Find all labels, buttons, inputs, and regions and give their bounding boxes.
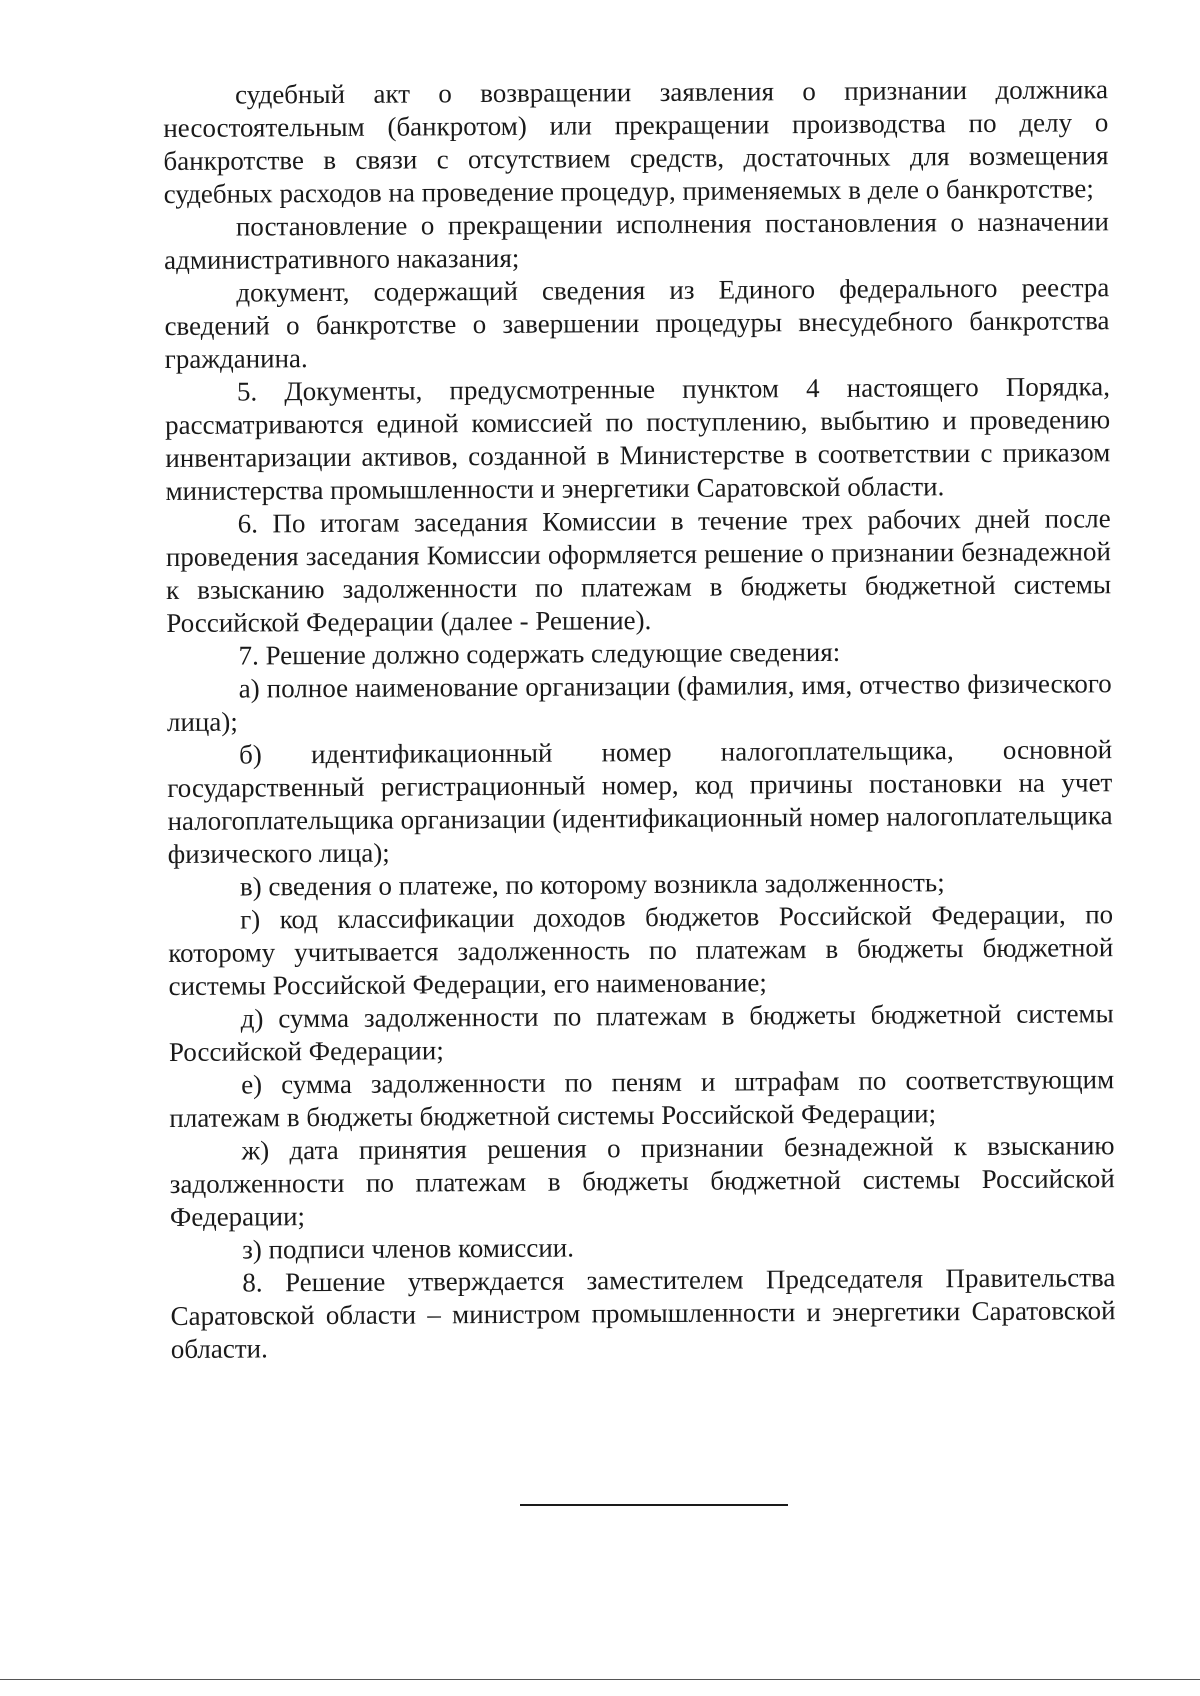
scan-bottom-edge <box>0 1679 1200 1680</box>
paragraph-court-act: судебный акт о возвращении заявления о признании должника несостоятельным (банкротом) или прекращении производства по делу о банкротстве в связи с отсутствием средств, достаточных для возмещения судебных расходов на проведение процедур, применяемых в деле о банкротстве; <box>163 74 1109 209</box>
paragraph-item-7g: г) код классификации доходов бюджетов Российской Федерации, по которому учитывается задолженность по платежам в бюджеты бюджетной системы Российской Федерации, его наименование; <box>168 899 1114 1001</box>
paragraph-item-8: 8. Решение утверждается заместителем Председателя Правительства Саратовской области – министром промышленности и энергетики Саратовской области. <box>170 1262 1116 1364</box>
paragraph-item-7zh: ж) дата принятия решения о признании безнадежной к взысканию задолженности по платежам в бюджеты бюджетной системы Российской Федерации; <box>169 1130 1115 1232</box>
paragraph-resolution-termination: постановление о прекращении исполнения постановления о назначении административного наказания; <box>164 206 1109 275</box>
end-separator-line <box>520 1504 788 1506</box>
paragraph-item-7a: а) полное наименование организации (фамилия, имя, отчество физического лица); <box>166 668 1112 737</box>
paragraph-item-5: 5. Документы, предусмотренные пунктом 4 настоящего Порядка, рассматриваются единой комиссией по поступлению, выбытию и проведению инвентаризации активов, созданной в Министерстве в соответствии с приказом министерства промышленности и энергетики Саратовской области. <box>165 371 1111 506</box>
paragraph-item-6: 6. По итогам заседания Комиссии в течение трех рабочих дней после проведения заседания Комиссии оформляется решение о признании безнадежной к взысканию задолженности по платежам в бюджеты бюджетной системы Российской Федерации (далее - Решение). <box>165 503 1112 638</box>
paragraph-item-7v: в) сведения о платеже, по которому возникла задолженность; <box>239 867 945 902</box>
paragraph-item-7d: д) сумма задолженности по платежам в бюджеты бюджетной системы Российской Федерации; <box>168 998 1114 1067</box>
paragraph-item-7: 7. Решение должно содержать следующие сведения: <box>238 636 841 671</box>
paragraph-item-7b: б) идентификационный номер налогоплательщика, основной государственный регистрационный номер, код причины постановки на учет налогоплательщика организации (идентификационный номер налогоплательщика физического лица); <box>167 734 1113 869</box>
paragraph-bankruptcy-registry: документ, содержащий сведения из Единого федерального реестра сведений о банкротстве о завершении процедуры внесудебного банкротства гражданина. <box>164 272 1110 374</box>
paragraph-item-7e: е) сумма задолженности по пеням и штрафам по соответствующим платежам в бюджеты бюджетной системы Российской Федерации; <box>169 1064 1115 1133</box>
document-body <box>163 73 1116 1366</box>
paragraph-item-7z: з) подписи членов комиссии. <box>242 1232 575 1265</box>
